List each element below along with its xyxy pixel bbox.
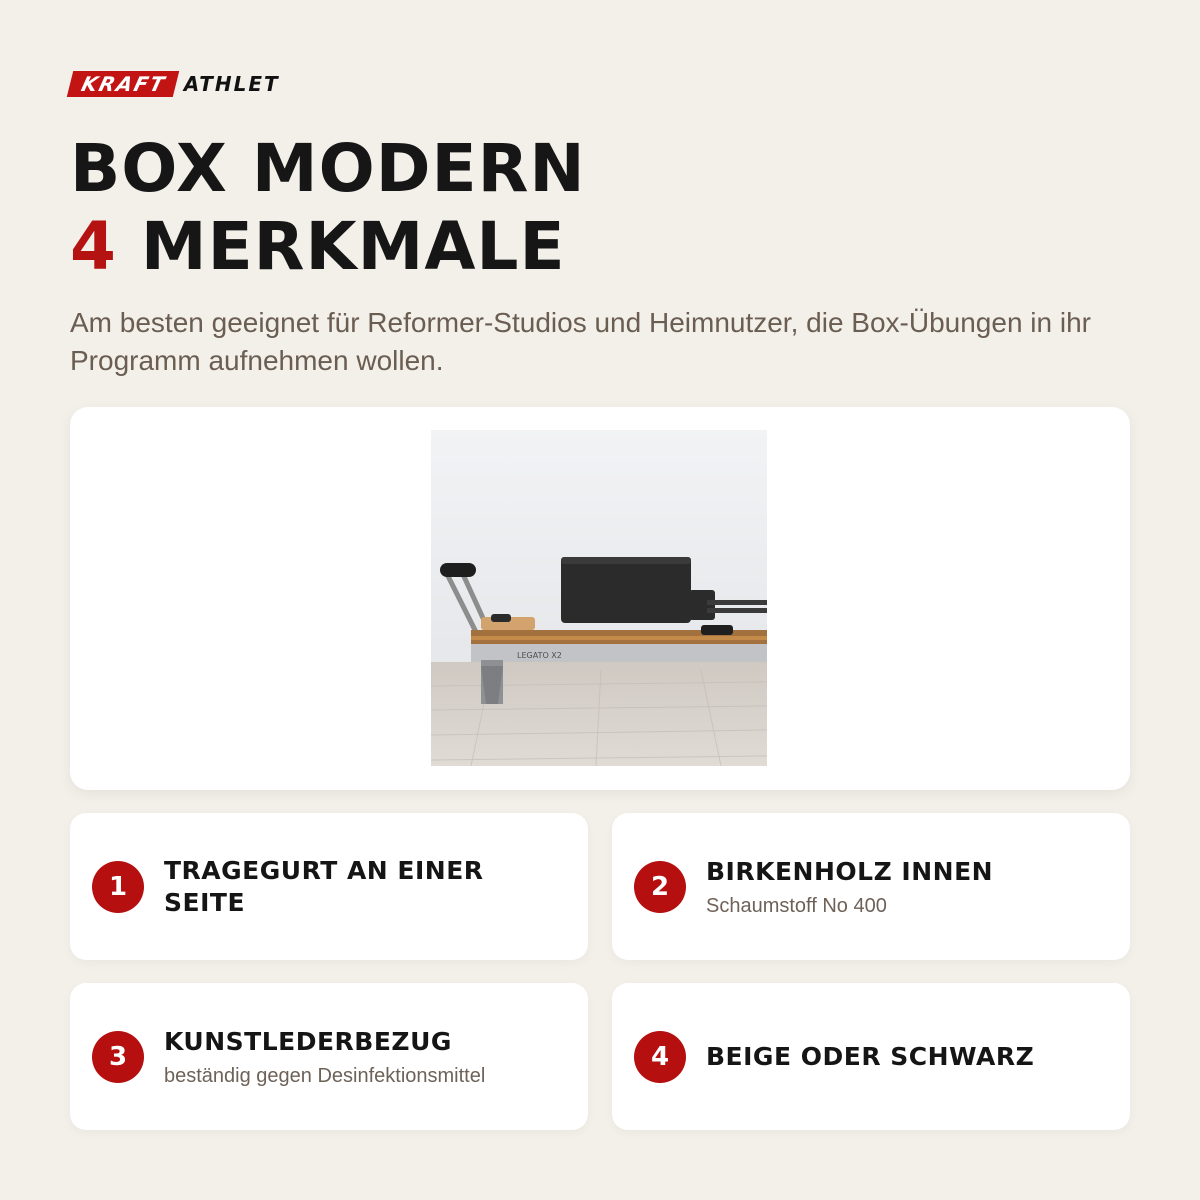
- logo-athlet: ATHLET: [183, 72, 280, 96]
- product-photo: [431, 430, 767, 766]
- logo-kraft: KRAFT: [67, 71, 179, 97]
- title-line-1: BOX MODERN: [70, 130, 586, 207]
- page-subtitle: Am besten geeignet für Reformer-Studios und Heimnutzer, die Box-Übungen in ihr Programm aufnehmen wollen.: [70, 307, 1091, 376]
- title-line-2: [70, 208, 586, 286]
- feature-card-1: [70, 813, 588, 960]
- feature-title: KUNSTLEDERBEZUG: [164, 1026, 452, 1056]
- feature-subtitle: beständig gegen Desinfektionsmittel: [164, 1064, 486, 1087]
- product-image-card: [70, 407, 1130, 790]
- feature-number-badge: 1: [92, 861, 144, 913]
- feature-card-3: [70, 983, 588, 1130]
- brand-logo: [70, 70, 280, 98]
- page-title: [70, 130, 586, 286]
- feature-number-badge: 3: [92, 1031, 144, 1083]
- feature-card-4: [612, 983, 1130, 1130]
- feature-card-2: [612, 813, 1130, 960]
- feature-number-badge: 4: [634, 1031, 686, 1083]
- feature-number-badge: 2: [634, 861, 686, 913]
- feature-title: BEIGE ODER SCHWARZ: [706, 1041, 1035, 1071]
- feature-title: BIRKENHOLZ INNEN: [706, 856, 994, 886]
- title-number: 4: [70, 208, 117, 285]
- feature-subtitle: Schaumstoff No 400: [706, 894, 887, 917]
- title-word: MERKMALE: [140, 208, 566, 285]
- feature-title: TRAGEGURT AN EINER SEITE: [164, 855, 484, 917]
- product-label: LEGATO X2: [517, 651, 562, 660]
